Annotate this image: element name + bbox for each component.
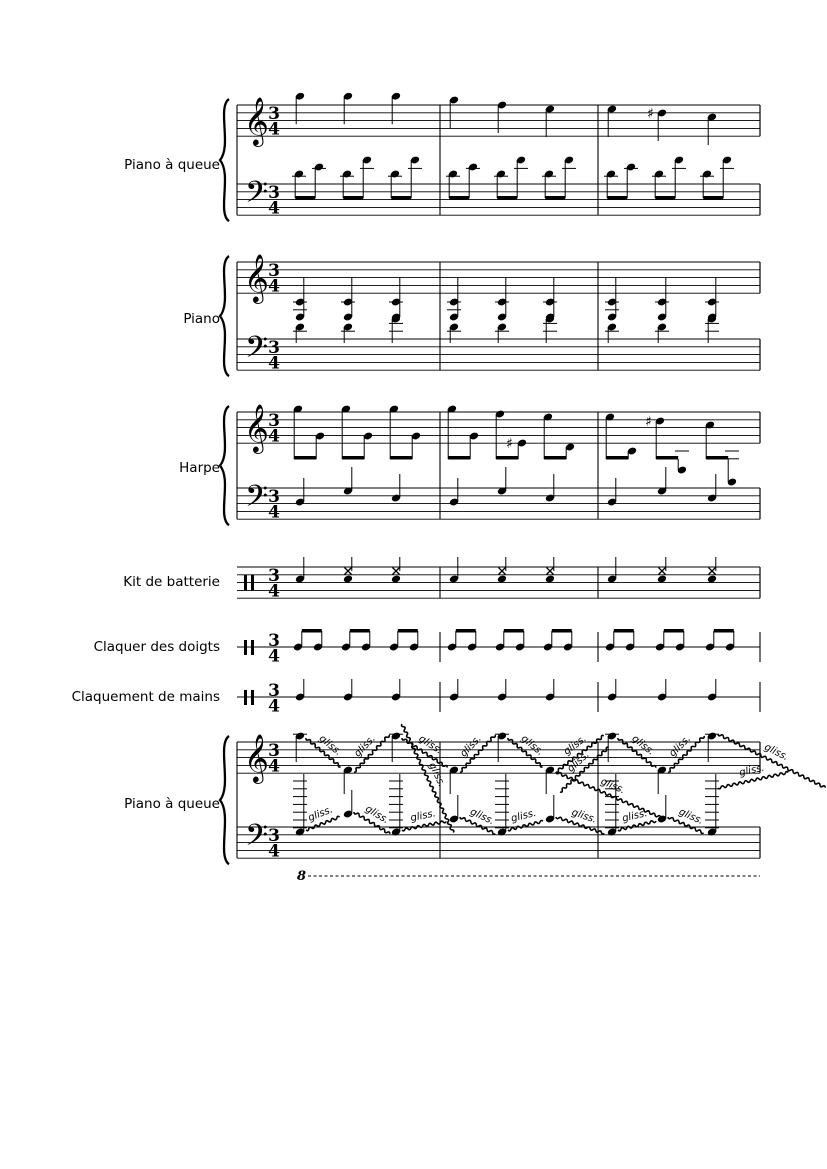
drum-kit-time-sig-den: 4 (268, 581, 280, 602)
grand-piano-2-glissando-label: gliss. (738, 762, 766, 779)
grand-piano-2-glissando-label: gliss. (416, 733, 444, 757)
harp-beam (342, 456, 364, 460)
harp-sharp-accidental: ♯ (506, 436, 513, 452)
grand-piano-2-glissando-label: gliss. (561, 733, 589, 758)
harp-beam (294, 456, 316, 460)
grand-piano-2-time-sig-num: 3 (268, 741, 280, 761)
finger-snap-beam (504, 629, 524, 633)
instrument-label-grand-piano: Piano à queue (124, 157, 220, 173)
harp-beam (606, 456, 628, 460)
grand-piano-beam (343, 196, 363, 200)
grand-piano-2-glissando-label: gliss. (352, 733, 378, 760)
grand-piano-2-time-sig-den: 4 (268, 756, 280, 777)
hand-clap-time-sig-num: 3 (268, 681, 280, 701)
harp-beam (390, 456, 412, 460)
grand-piano-2-glissando-label: gliss. (762, 741, 791, 764)
ottava-bassa-mark: 8 (297, 869, 307, 884)
piano-time-sig-den: 4 (268, 276, 280, 297)
grand-piano-bass-clef: 𝄢 (245, 176, 269, 217)
instrument-label-grand-piano-2: Piano à queue (124, 796, 220, 812)
harp-time-sig-den: 4 (268, 426, 280, 447)
grand-piano-2-glissando-label: gliss. (518, 733, 546, 759)
instrument-label-harp: Harpe (179, 460, 220, 476)
grand-piano-2-glissando-label: gliss. (667, 733, 694, 760)
piano-treble-clef: 𝄞 (244, 253, 269, 302)
finger-snap-beam (350, 629, 370, 633)
grand-piano-2-glissando-label: gliss. (598, 776, 627, 797)
drum-kit-time-sig-num: 3 (268, 566, 280, 586)
harp-beam (656, 456, 678, 460)
hand-clap-percussion-clef (251, 690, 254, 705)
instrument-label-piano: Piano (183, 311, 220, 327)
finger-snap-beam (614, 629, 634, 633)
grand-piano-time-sig-num: 3 (268, 104, 280, 124)
grand-piano-beam (703, 196, 723, 200)
grand-piano-2-glissando-label: gliss. (363, 803, 391, 827)
harp-bass-clef: 𝄢 (245, 480, 269, 521)
finger-snap-percussion-clef (244, 640, 247, 655)
grand-piano-2-glissando-label: gliss. (509, 807, 538, 825)
grand-piano-beam (545, 196, 565, 200)
drum-kit-percussion-clef (244, 575, 247, 590)
grand-piano-beam (295, 196, 315, 200)
hand-clap-percussion-clef (244, 690, 247, 705)
grand-piano-2-brace (220, 736, 229, 864)
grand-piano-time-sig-den: 4 (268, 198, 280, 219)
grand-piano-2-glissando-label: gliss. (629, 733, 657, 758)
finger-snap-beam (398, 629, 418, 633)
grand-piano-2-glissando-label: gliss. (676, 806, 705, 828)
grand-piano-time-sig-num: 3 (268, 183, 280, 203)
instrument-label-hand-clap: Claquement de mains (71, 689, 220, 705)
grand-piano-2-glissando-label: gliss. (426, 761, 447, 789)
grand-piano-treble-clef: 𝄞 (244, 96, 269, 145)
finger-snap-percussion-clef (251, 640, 254, 655)
harp-beam (448, 456, 470, 460)
harp-beam (544, 456, 566, 460)
finger-snap-beam (302, 629, 322, 633)
grand-piano-2-glissando-label: gliss. (458, 733, 484, 760)
hand-clap-time-sig-den: 4 (268, 696, 280, 717)
instrument-label-drum-kit: Kit de batterie (123, 574, 220, 590)
finger-snap-beam (456, 629, 476, 633)
grand-piano-2-glissando-label: gliss. (409, 808, 437, 825)
grand-piano-2-glissando-label: gliss. (316, 733, 344, 759)
piano-bass-clef: 𝄢 (245, 331, 269, 372)
grand-piano-2-glissando-label: gliss. (468, 806, 496, 828)
harp-sharp-accidental: ♯ (645, 414, 652, 430)
piano-time-sig-num: 3 (268, 261, 280, 281)
grand-piano-2-glissando-label: gliss. (570, 807, 598, 826)
finger-snap-beam (552, 629, 572, 633)
harp-time-sig-den: 4 (268, 502, 280, 523)
grand-piano-2-glissando-label: gliss. (306, 804, 335, 824)
drum-kit-percussion-clef (251, 575, 254, 590)
grand-piano-beam (655, 196, 675, 200)
grand-piano-2-treble-clef: 𝄞 (244, 733, 269, 782)
grand-piano-2-glissando-label: gliss. (621, 807, 649, 825)
grand-piano-sharp-accidental: ♯ (647, 106, 654, 122)
harp-treble-clef: 𝄞 (244, 403, 269, 452)
grand-piano-beam (607, 196, 627, 200)
grand-piano-time-sig-den: 4 (268, 119, 280, 140)
piano-brace (220, 256, 229, 376)
grand-piano-2-glissando-line (718, 734, 825, 788)
piano-time-sig-den: 4 (268, 353, 280, 374)
notation-layer (220, 92, 825, 865)
grand-piano-beam (391, 196, 411, 200)
finger-snap-beam (714, 629, 734, 633)
finger-snap-time-sig-num: 3 (268, 631, 280, 651)
harp-beam (496, 456, 518, 460)
grand-piano-2-time-sig-num: 3 (268, 826, 280, 846)
grand-piano-brace (220, 99, 229, 221)
grand-piano-2-bass-clef: 𝄢 (245, 819, 269, 860)
harp-time-sig-num: 3 (268, 411, 280, 431)
piano-time-sig-num: 3 (268, 338, 280, 358)
grand-piano-2-time-sig-den: 4 (268, 841, 280, 862)
harp-time-sig-num: 3 (268, 487, 280, 507)
finger-snap-time-sig-den: 4 (268, 646, 280, 667)
harp-brace (220, 406, 229, 525)
instrument-label-finger-snap: Claquer des doigts (93, 639, 220, 655)
grand-piano-2-glissando-label: gliss. (565, 749, 592, 775)
grand-piano-beam (497, 196, 517, 200)
harp-beam (706, 456, 728, 460)
grand-piano-beam (449, 196, 469, 200)
finger-snap-beam (664, 629, 684, 633)
